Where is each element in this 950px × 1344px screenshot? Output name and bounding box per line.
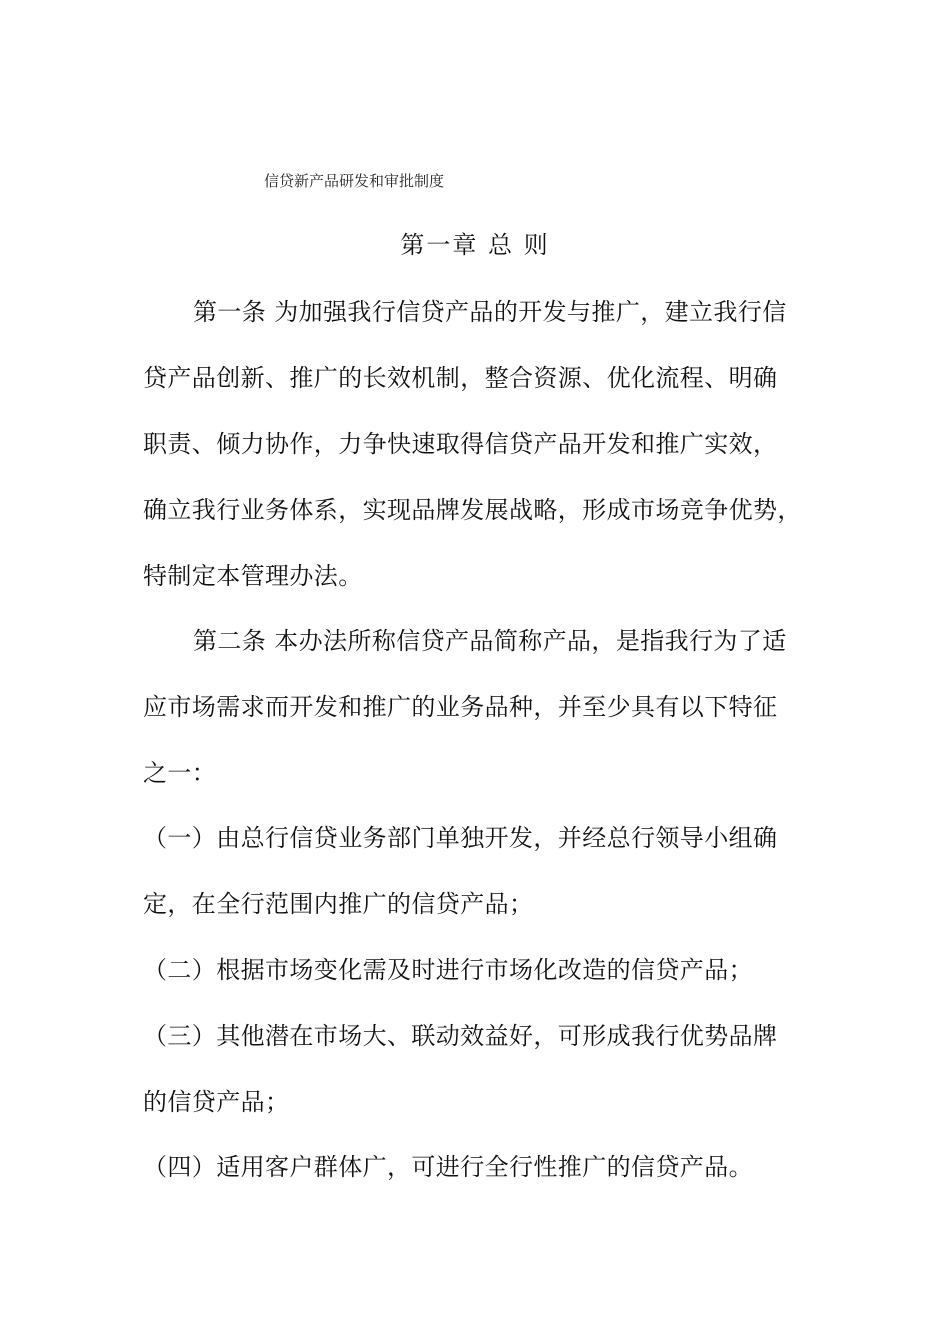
item-2-line-1: （二）根据市场变化需及时进行市场化改造的信贷产品； (143, 956, 753, 984)
article-1-line-2: 贷产品创新、推广的长效机制，整合资源、优化流程、明确 (143, 364, 778, 392)
document-header-title: 信贷新产品研发和审批制度 (264, 172, 445, 190)
chapter-title: 第一章 总 则 (400, 231, 550, 259)
item-3-line-1: （三）其他潜在市场大、联动效益好，可形成我行优势品牌 (143, 1022, 778, 1050)
article-1-line-3: 职责、倾力协作，力争快速取得信贷产品开发和推广实效， (143, 430, 778, 458)
article-1-line-5: 特制定本管理办法。 (143, 562, 363, 590)
article-1-line-1: 第一条 为加强我行信贷产品的开发与推广，建立我行信 (193, 298, 787, 326)
item-1-line-1: （一）由总行信贷业务部门单独开发，并经总行领导小组确 (143, 824, 778, 852)
item-3-line-2: 的信贷产品； (143, 1088, 290, 1116)
item-4-line-1: （四）适用客户群体广，可进行全行性推广的信贷产品。 (143, 1153, 753, 1181)
article-2-line-3: 之一： (143, 759, 217, 787)
article-2-line-2: 应市场需求而开发和推广的业务品种，并至少具有以下特征 (143, 693, 778, 721)
article-1-line-4: 确立我行业务体系，实现品牌发展战略，形成市场竞争优势， (143, 496, 802, 524)
article-2-line-1: 第二条 本办法所称信贷产品简称产品，是指我行为了适 (193, 627, 787, 655)
item-1-line-2: 定，在全行范围内推广的信贷产品； (143, 890, 534, 918)
